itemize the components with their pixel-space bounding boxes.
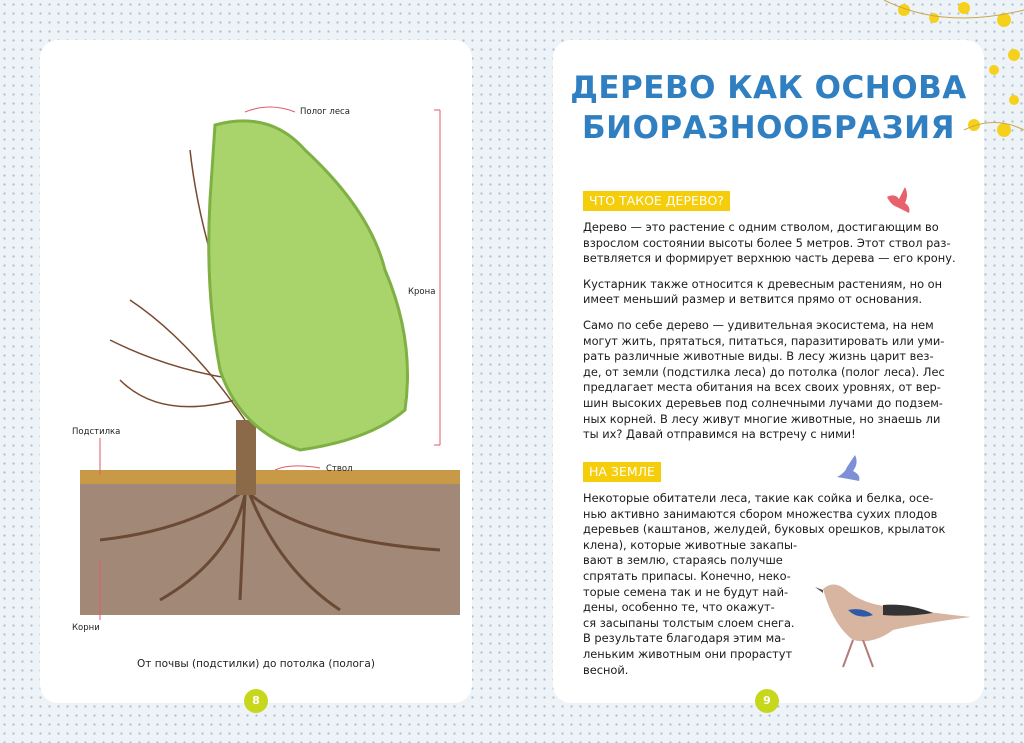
- text-line: ся засыпаны толстым слоем снега.: [583, 615, 795, 630]
- section-heading: НА ЗЕМЛЕ: [583, 462, 661, 482]
- tree-illustration: [40, 40, 472, 640]
- text-line: В результате благодаря этим ма-: [583, 631, 786, 646]
- jay-bird-illustration: [813, 575, 973, 675]
- text-line: вают в землю, стараясь получше: [583, 553, 783, 568]
- label-canopy: Полог леса: [300, 107, 350, 117]
- figure-caption: От почвы (подстилки) до потолка (полога): [137, 658, 375, 670]
- text-line: рать различные животные виды. В лесу жизнь царит вез-: [583, 349, 934, 364]
- text-line: спрятать припасы. Конечно, неко-: [583, 568, 791, 583]
- yellow-flowers-decoration: [864, 0, 1024, 150]
- text-line: Некоторые обитатели леса, такие как сойка и белка, осе-: [583, 491, 934, 505]
- text-line: леньким животным они прорастут: [583, 646, 793, 661]
- text-line: Само по себе дерево — удивительная экосистема, на нем: [583, 317, 934, 332]
- bird-silhouette-icon: [883, 185, 913, 215]
- text-line: нью активно занимаются сбором множества сухих плодов: [583, 506, 938, 521]
- page-number: 8: [244, 689, 268, 713]
- text-line: шин высоких деревьев под солнечными лучами до подзем-: [583, 395, 943, 410]
- text-line: торые семена так и не будут най-: [583, 584, 789, 599]
- label-litter: Подстилка: [72, 427, 121, 437]
- label-roots: Корни: [72, 623, 100, 633]
- text-line: деревьев (каштанов, желудей, буковых орешков, крылаток: [583, 522, 946, 537]
- text-line: де, от земли (подстилка леса) до потолка (полог леса). Лес: [583, 364, 945, 379]
- label-trunk: Ствол: [326, 464, 353, 474]
- title-line: БИОРАЗНООБРАЗИЯ: [582, 110, 955, 146]
- section1-text: [583, 220, 956, 453]
- text-line: имеет меньший размер и ветвится прямо от основания.: [583, 292, 923, 307]
- title-line: ДЕРЕВО КАК ОСНОВА: [570, 70, 967, 106]
- text-line: дены, особенно те, что окажут-: [583, 600, 775, 615]
- text-line: предлагает места обитания на всех своих уровнях, от вер-: [583, 380, 941, 395]
- text-line: Дерево — это растение с одним стволом, достигающим во: [583, 220, 939, 234]
- text-line: Кустарник также относится к древесным растениям, но он: [583, 276, 943, 291]
- text-line: весной.: [583, 662, 629, 677]
- left-page: [40, 40, 472, 707]
- bird-silhouette-icon: [833, 453, 863, 483]
- text-line: клена), которые животные закапы-: [583, 537, 798, 552]
- text-line: взрослом состоянии высоты более 5 метров. Этот ствол раз-: [583, 235, 951, 250]
- label-crown: Крона: [408, 287, 436, 297]
- text-line: ветвляется и формирует верхнюю часть дерева — его крону.: [583, 251, 956, 266]
- section-heading: ЧТО ТАКОЕ ДЕРЕВО?: [583, 191, 730, 211]
- page-number: 9: [755, 689, 779, 713]
- text-line: ты их? Давай отправимся на встречу с ними!: [583, 427, 856, 442]
- text-line: могут жить, прятаться, питаться, паразитировать или уми-: [583, 333, 945, 348]
- text-line: ных корней. В лесу живут многие животные, но знаешь ли: [583, 411, 941, 426]
